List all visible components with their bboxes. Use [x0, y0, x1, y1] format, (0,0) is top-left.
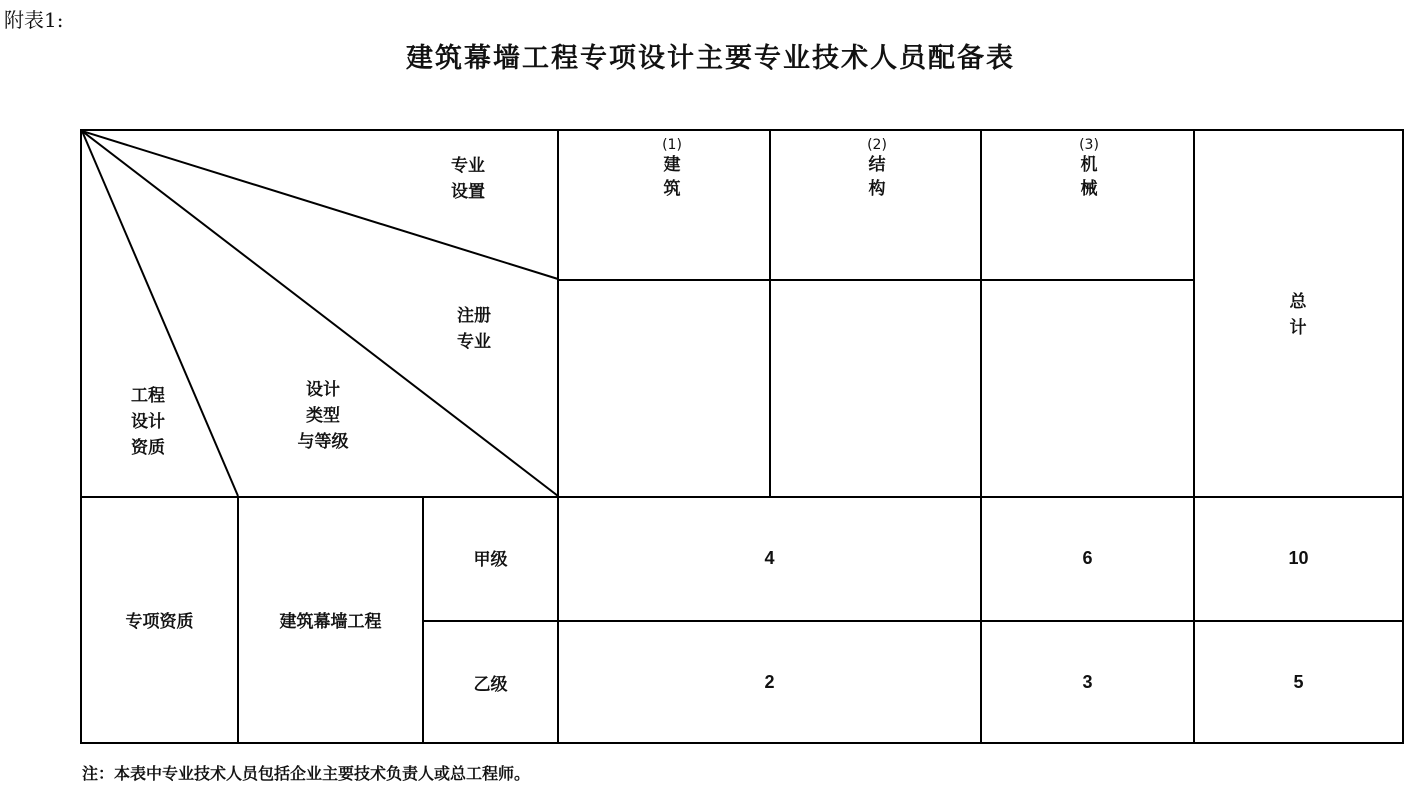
mech-value-a: 6	[1082, 548, 1093, 568]
column-header-total	[1278, 289, 1318, 341]
staffing-table	[80, 129, 1404, 744]
column-char: 械	[1080, 179, 1098, 199]
design-type-level-label	[278, 377, 368, 455]
vline-mech-total	[1193, 131, 1195, 742]
total-value-a: 10	[1288, 548, 1309, 568]
specialty-setting-label	[438, 153, 498, 205]
column-index: (3)	[1079, 137, 1099, 153]
specialty-setting-line-1: 专业	[451, 156, 485, 176]
column-index: (1)	[662, 137, 682, 153]
table-title: 建筑幕墙工程专项设计主要专业技术人员配备表	[406, 43, 1015, 74]
vline-body-2	[422, 496, 424, 742]
column-char: 机	[1080, 155, 1098, 175]
vline-header-right	[557, 131, 559, 742]
eng-qual-line-3: 资质	[131, 438, 165, 458]
grade-cell-b: 乙级	[473, 675, 508, 695]
vline-arch-struct	[769, 131, 771, 496]
grade-cell-a: 甲级	[473, 550, 508, 570]
hline-header-bottom	[82, 496, 1402, 498]
project-cell: 建筑幕墙工程	[279, 612, 382, 632]
hline-subheader	[557, 279, 1195, 281]
column-index: (2)	[867, 137, 887, 153]
specialty-setting-line-2: 设置	[451, 182, 485, 202]
footnote: 注：本表中专业技术人员包括企业主要技术负责人或总工程师。	[82, 764, 531, 783]
column-char: 筑	[663, 179, 681, 199]
registered-specialty-label	[444, 303, 504, 355]
design-type-line-2: 类型	[306, 406, 340, 426]
total-value-b: 5	[1293, 672, 1304, 692]
eng-qual-line-1: 工程	[131, 386, 165, 406]
total-char-2: 计	[1289, 318, 1307, 338]
design-type-line-3: 与等级	[297, 432, 349, 452]
page-label: 附表1:	[4, 8, 64, 32]
design-type-line-1: 设计	[306, 380, 340, 400]
column-char: 建	[663, 155, 681, 175]
registered-specialty-line-1: 注册	[457, 306, 491, 326]
arch-struct-value-b: 2	[764, 672, 775, 692]
engineering-qualification-label	[118, 383, 178, 461]
registered-specialty-line-2: 专业	[457, 332, 491, 352]
qualification-cell: 专项资质	[125, 612, 194, 632]
mech-value-b: 3	[1082, 672, 1093, 692]
column-header-architecture	[652, 137, 692, 201]
column-char: 构	[868, 179, 886, 199]
column-header-structure	[857, 137, 897, 201]
hline-row-split	[422, 620, 1402, 622]
arch-struct-value-a: 4	[764, 548, 775, 568]
column-char: 结	[868, 155, 886, 175]
eng-qual-line-2: 设计	[131, 412, 165, 432]
column-header-mechanical	[1069, 137, 1109, 201]
vline-struct-mech	[980, 131, 982, 742]
total-char-1: 总	[1289, 292, 1307, 312]
